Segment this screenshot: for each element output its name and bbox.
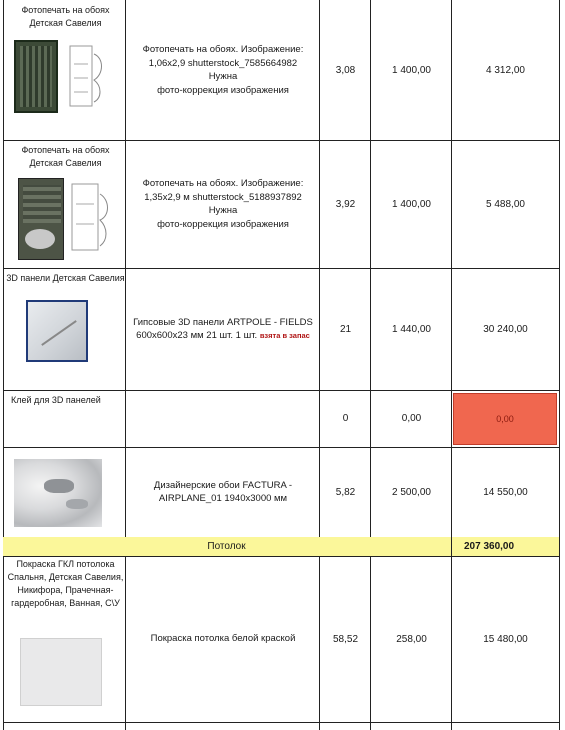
- item-description-cell: [125, 0, 320, 140]
- item-description-cell: [125, 390, 320, 447]
- description-line: Фотопечать на обоях. Изображение:: [142, 178, 304, 189]
- item-name: Фотопечать на обоях Детская Савелия: [21, 5, 110, 28]
- description-text: Гипсовые 3D панели ARTPOLE - FIELDS 600х600х23 мм 21 шт. 1 шт.: [133, 316, 313, 341]
- total-value: 30 240,00: [483, 323, 528, 335]
- description-line: AIRPLANE_01 1940х3000 мм: [158, 493, 288, 504]
- price-value: 258,00: [396, 633, 427, 645]
- price-value: 1 400,00: [392, 198, 431, 210]
- item-description-cell: [125, 556, 320, 730]
- table-row: [0, 556, 560, 730]
- item-name-cell: [3, 268, 126, 390]
- wallpaper-preview-image: [14, 40, 58, 113]
- total-value: 0,00: [496, 414, 514, 424]
- wallpaper-preview-image: [14, 459, 102, 527]
- description-line: фото-коррекция изображения: [157, 84, 289, 96]
- reserve-note: взята в запас: [259, 331, 310, 340]
- wallpaper-sketch-image: [64, 44, 112, 112]
- total-value: 5 488,00: [486, 198, 525, 210]
- item-name: Покраска ГКЛ потолока Спальня, Детская Савелия, Никифора, Прачечная-гардеробная, Ванная, С\У: [7, 559, 124, 608]
- item-description-cell: [125, 268, 320, 390]
- quantity-value: 0: [342, 413, 349, 424]
- table-row: [0, 0, 560, 140]
- description-line: Фотопечать на обоях. Изображение:: [142, 44, 304, 55]
- price-value: 2 500,00: [392, 486, 431, 498]
- item-name-cell: [3, 0, 126, 140]
- panel-preview-image: [26, 300, 88, 362]
- total-value: 15 480,00: [483, 633, 528, 645]
- quantity-value: 5,82: [335, 486, 356, 498]
- quantity-value: 58,52: [332, 633, 359, 645]
- item-name-cell: [3, 390, 126, 447]
- wallpaper-sketch-image: [68, 180, 116, 258]
- description-line: Нужна: [208, 205, 238, 216]
- quantity-value: 3,92: [335, 198, 356, 210]
- description-line: 1,35х2,9 м shutterstock_5188937892: [144, 191, 302, 203]
- description-line: фото-коррекция изображения: [157, 218, 289, 230]
- item-name: 3D панели Детская Савелия: [6, 273, 125, 283]
- section-total: 207 360,00: [464, 541, 515, 552]
- item-name: Клей для 3D панелей: [11, 395, 101, 405]
- quantity-value: 21: [339, 323, 352, 335]
- item-name-cell: [3, 140, 126, 268]
- table-row: [0, 268, 560, 390]
- description-line: Дизайнерские обои FACTURA -: [153, 479, 293, 491]
- price-value: 1 440,00: [392, 323, 431, 335]
- price-value: 0,00: [401, 413, 422, 424]
- description-text: Покраска потолка белой краской: [150, 633, 296, 645]
- item-description-cell: [125, 447, 320, 537]
- item-name: Фотопечать на обоях Детская Савелия: [21, 145, 110, 168]
- highlighted-total-cell: [453, 393, 557, 445]
- wallpaper-preview-image: [18, 178, 64, 260]
- ceiling-paint-sample-image: [20, 638, 102, 706]
- total-value: 4 312,00: [486, 64, 525, 76]
- table-row: [0, 447, 560, 537]
- table-row: [0, 390, 560, 447]
- section-header-row: [3, 537, 560, 556]
- table-row: [0, 140, 560, 268]
- description-line: Нужна: [208, 71, 238, 82]
- item-description-cell: [125, 140, 320, 268]
- item-name-cell: [3, 447, 126, 537]
- section-title: Потолок: [207, 541, 246, 552]
- price-value: 1 400,00: [392, 64, 431, 76]
- total-value: 14 550,00: [483, 486, 528, 498]
- quantity-value: 3,08: [335, 64, 356, 76]
- item-name-cell: [3, 556, 126, 730]
- description-line: 1,06х2,9 shutterstock_7585664982: [148, 57, 298, 69]
